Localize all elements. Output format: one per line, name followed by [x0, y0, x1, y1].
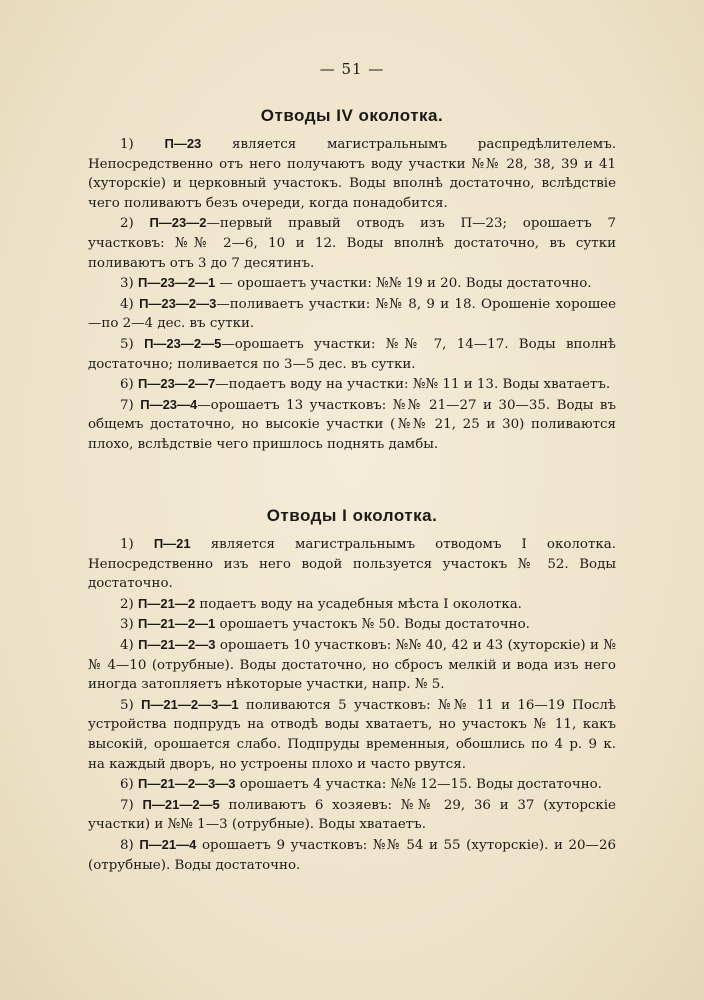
canal-code: П—23—2—3 — [139, 295, 217, 311]
section-iv-body — [88, 134, 616, 455]
paragraph: 6) П—21—2—3—3 орошаетъ 4 участка: №№ 12—15. Воды достаточно. — [120, 776, 602, 793]
canal-code: П—21—2—3 — [138, 636, 216, 652]
paragraph: 7) П—21—2—5 поливаютъ 6 хозяевъ: №№ 29, 36 и 37 (хуторскіе участки) и №№ 1—3 (отрубные). Воды хватаетъ. — [88, 796, 616, 833]
canal-code: П—21—2 — [138, 595, 196, 611]
paragraph: 4) П—23—2—3—поливаетъ участки: №№ 8, 9 и 18. Орошеніе хорошее—по 2—4 дес. въ сутки. — [88, 295, 616, 332]
paragraph: 6) П—23—2—7—подаетъ воду на участки: №№ 11 и 13. Воды хватаетъ. — [120, 376, 611, 393]
paragraph: 1) П—21 является магистральнымъ отводомъ I околотка. Непосредственно изъ него водой пользуется участокъ № 52. Воды достаточно. — [88, 536, 616, 592]
paragraph: 5) П—21—2—3—1 поливаются 5 участковъ: №№ 11 и 16—19 Послѣ устройства подпрудъ на отводѣ воды хватаетъ, но участокъ № 11, какъ высокій, орошается слабо. Подпруды временныя, обошлись по 4 р. 9 к. на каждый дворъ, но устроены плохо и часто рвутся. — [88, 696, 616, 772]
section-i-body — [88, 534, 616, 875]
paragraph: 3) П—21—2—1 орошаетъ участокъ № 50. Воды достаточно. — [120, 616, 530, 633]
paragraph: 2) П—23—2—первый правый отводъ изъ П—23; орошаетъ 7 участковъ: №№ 2—6, 10 и 12. Воды вполнѣ достаточно, въ сутки поливаютъ отъ 3 до 7 десятинъ. — [88, 215, 616, 271]
paragraph: 5) П—23—2—5—орошаетъ участки: №№ 7, 14—17. Воды вполнѣ достаточно; поливается по 3—5 дес. въ сутки. — [88, 335, 616, 372]
canal-code: П—21 — [153, 536, 191, 551]
paragraph: 2) П—21—2 подаетъ воду на усадебныя мѣста I околотка. — [120, 595, 522, 612]
paragraph: 1) П—23 является магистральнымъ распредѣлителемъ. Непосредственно отъ него получаютъ воду участки №№ 28, 38, 39 и 41 (хуторскіе) и церковный участокъ. Воды вполнѣ достаточно, вслѣдствіе чего поливаютъ безъ очереди, когда понадобится. — [88, 136, 616, 211]
canal-code: П—23 — [164, 136, 202, 151]
section-heading-iv: Отводы IV околотка. — [260, 106, 444, 125]
paragraph: 3) П—23—2—1 — орошаетъ участки: №№ 19 и 20. Воды достаточно. — [120, 275, 592, 292]
canal-code: П—21—2—1 — [138, 616, 216, 632]
canal-code: П—23—2—7 — [138, 376, 216, 392]
canal-code: П—23—2—5 — [144, 335, 222, 351]
canal-code: П—23—2—1 — [138, 275, 216, 291]
paragraph: 4) П—21—2—3 орошаетъ 10 участковъ: №№ 40, 42 и 43 (хуторскіе) и №№ 4—10 (отрубные). Воды достаточно, но сбросъ мелкій и вода изъ него иногда затопляетъ нѣкоторые участки, напр. № 5. — [88, 636, 616, 693]
canal-code: П—21—2—5 — [142, 796, 220, 812]
canal-code: П—23—4 — [140, 396, 198, 412]
canal-code: П—21—2—3—1 — [141, 696, 239, 712]
canal-code: П—21—4 — [139, 836, 197, 852]
canal-code: П—23—2 — [149, 215, 207, 231]
section-heading-i: Отводы I околотка. — [266, 506, 438, 525]
paragraph: 7) П—23—4—орошаетъ 13 участковъ: №№ 21—27 и 30—35. Воды въ общемъ достаточно, но высокіе участки (№№ 21, 25 и 30) поливаются плохо, вслѣдствіе чего пришлось поднять дамбы. — [88, 396, 616, 452]
canal-code: П—21—2—3—3 — [138, 776, 236, 792]
paragraph: 8) П—21—4 орошаетъ 9 участковъ: №№ 54 и 55 (хуторскіе). и 20—26 (отрубные). Воды достаточно. — [88, 836, 616, 873]
page-number: — 51 — — [319, 60, 385, 78]
